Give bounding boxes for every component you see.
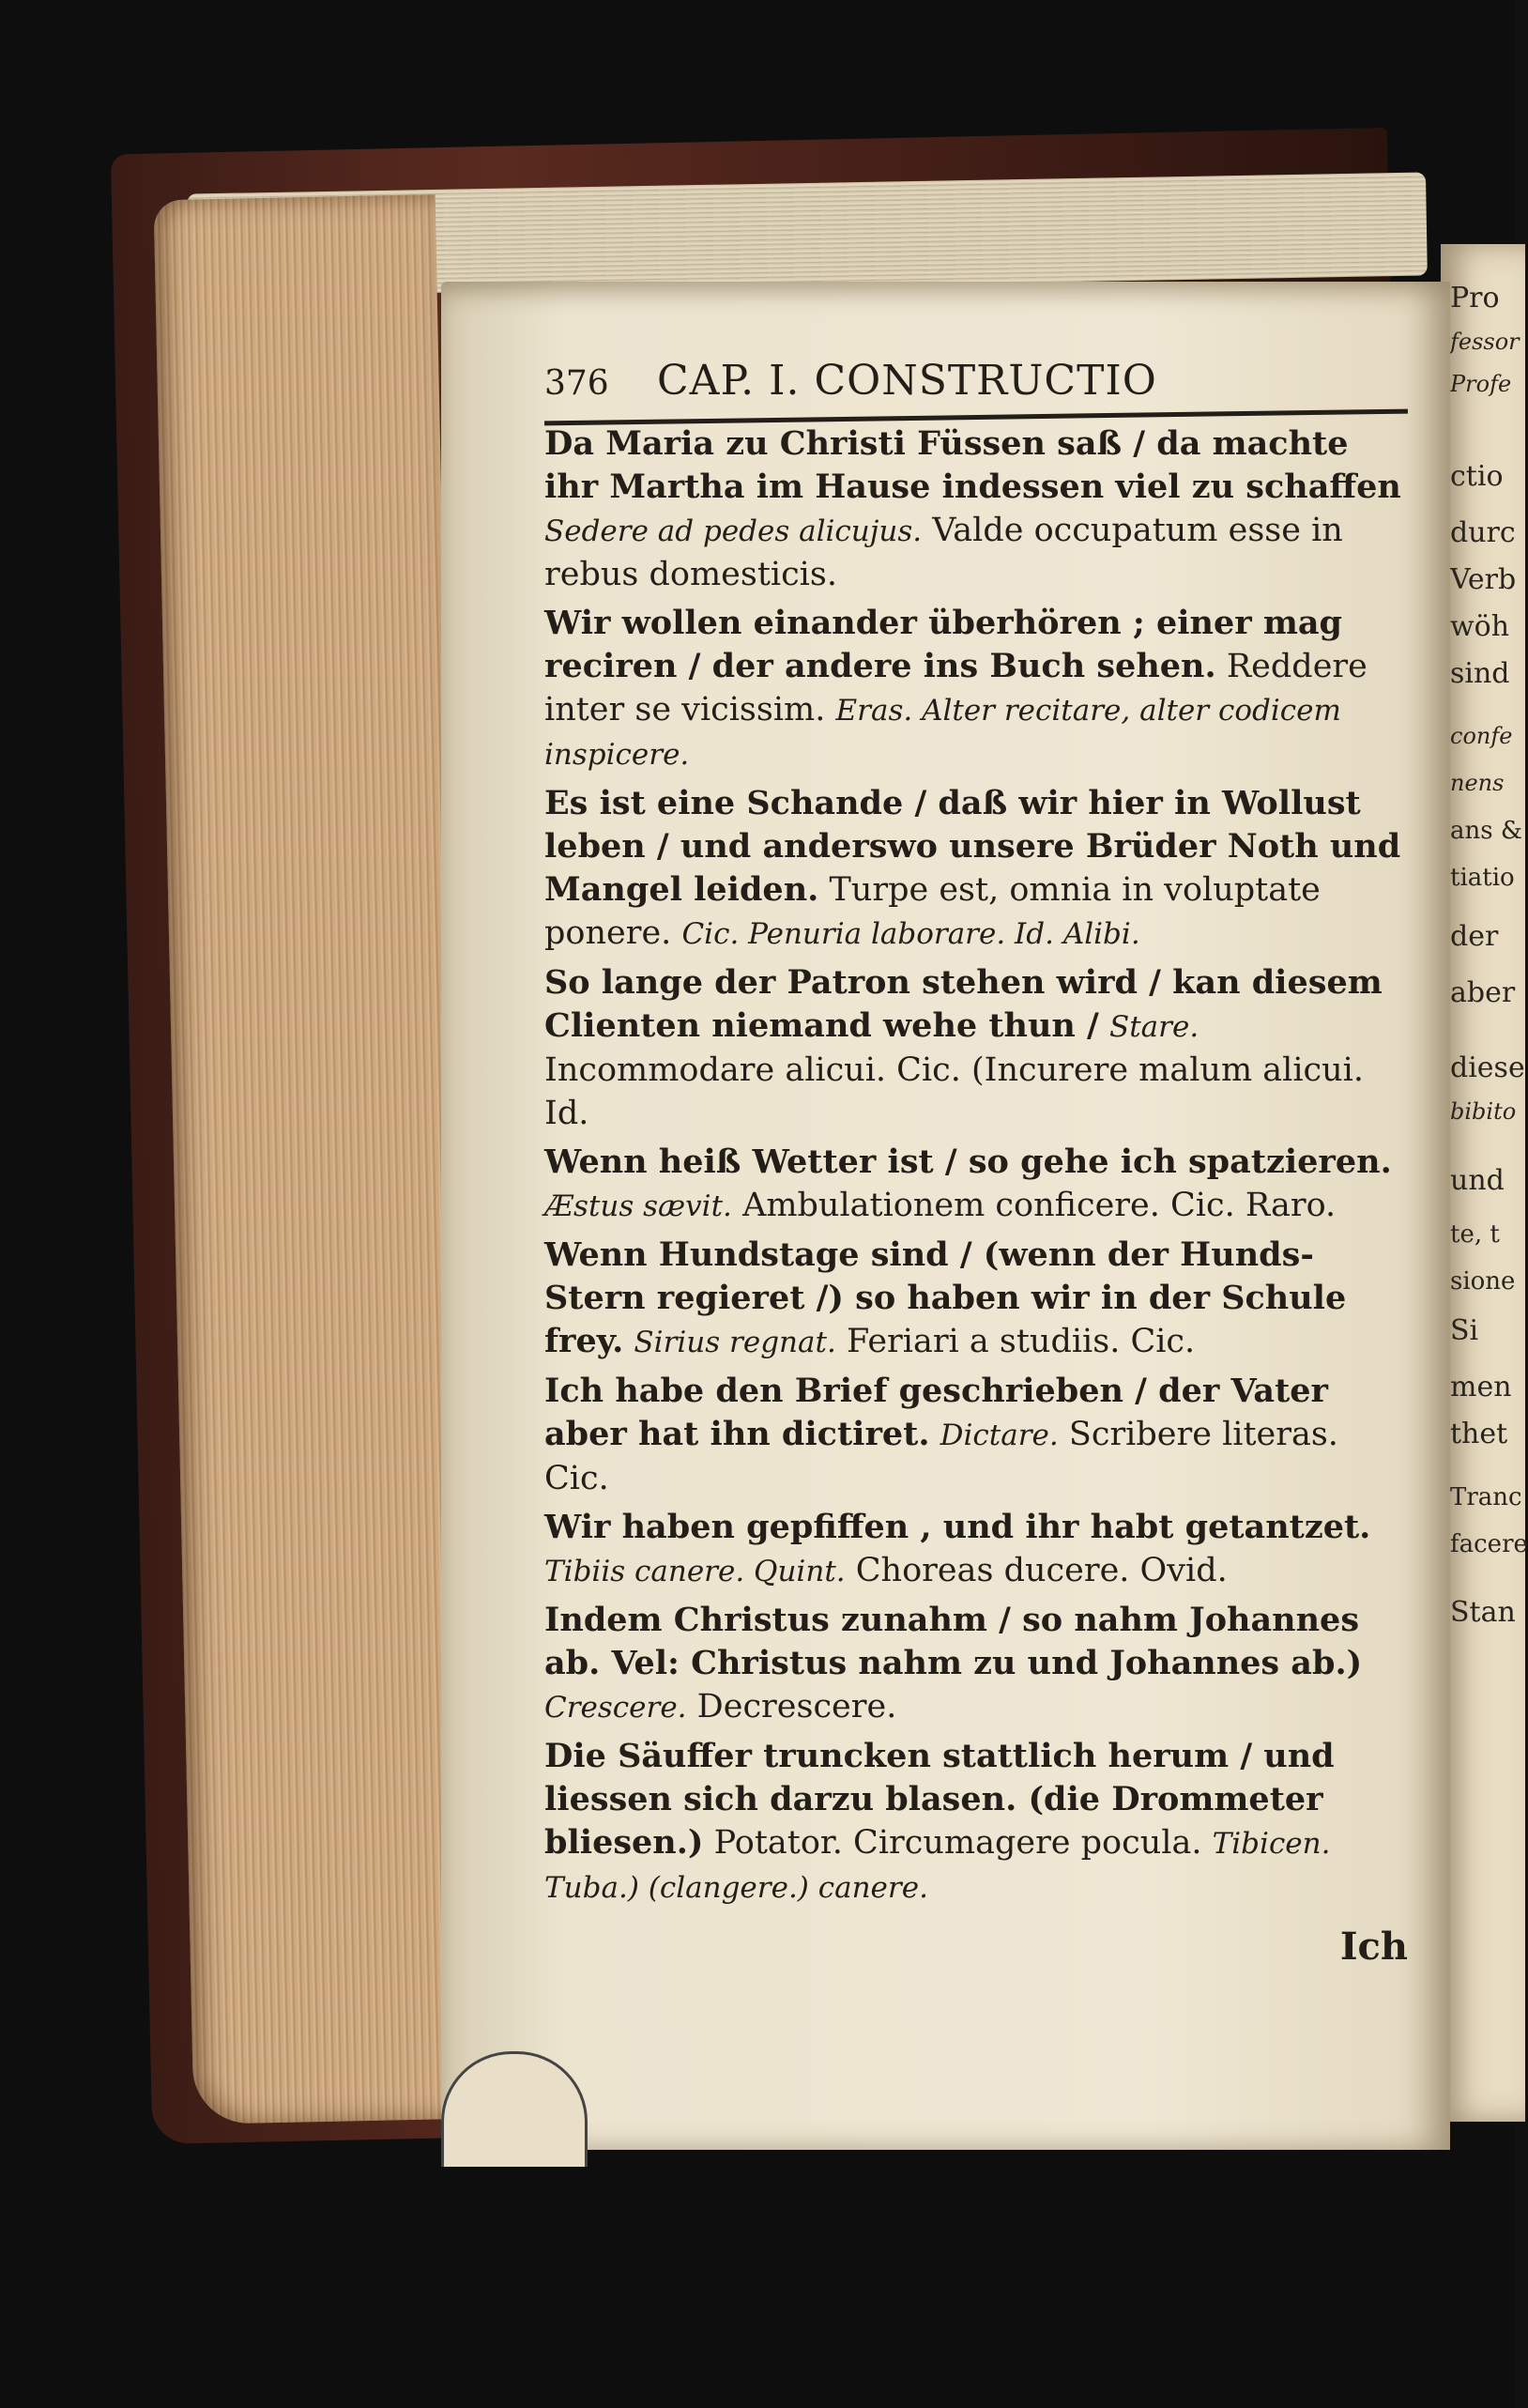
facing-page: [1441, 244, 1528, 2122]
entry-latin: Ambulationem conficere. Cic. Raro.: [742, 1187, 1337, 1224]
entry-german: Wenn Hundstage sind / (wenn der Hunds-Stern regieret /) so haben wir in der Schule frey.: [544, 1235, 1347, 1360]
entry-latin: Reddere inter se vicissim.: [544, 648, 1368, 729]
entry-german: Wir wollen einander überhören ; einer mag reciren / der andere ins Buch sehen.: [544, 604, 1343, 685]
facing-fragment: men: [1450, 1371, 1512, 1403]
page-header: [544, 357, 1408, 422]
facing-fragment: confe: [1450, 723, 1513, 749]
entry-latin: Turpe est, omnia in voluptate ponere.: [544, 871, 1321, 952]
page-number: 376: [544, 364, 609, 403]
entry-german: Die Säuffer truncken stattlich herum / und liessen sich darzu blasen. (die Drommeter bliesen.): [544, 1737, 1335, 1862]
entry-german: So lange der Patron stehen wird / kan diesem Clienten niemand wehe thun /: [544, 963, 1383, 1045]
entry-latin-italic: Tibiis canere. Quint.: [544, 1555, 846, 1588]
facing-fragment: tiatio: [1450, 864, 1515, 892]
facing-fragment: diese: [1450, 1051, 1525, 1084]
entry-latin-italic: Tibicen. Tuba.) (clangere.) canere.: [544, 1827, 1331, 1905]
entry-german: Da Maria zu Christi Füssen saß / da machte ihr Martha im Hause indessen viel zu schaffen: [544, 424, 1401, 506]
entry-latin-italic: Sirius regnat.: [634, 1326, 836, 1359]
entry-latin-italic: Stare.: [1108, 1010, 1199, 1044]
facing-fragment: nens: [1450, 770, 1505, 796]
entry-german: Es ist eine Schande / daß wir hier in Wollust leben / und anderswo unsere Brüder Noth und Mangel leiden.: [544, 784, 1401, 909]
facing-fragment: fessor: [1450, 329, 1520, 355]
entry-latin: Valde occupatum esse in rebus domesticis.: [544, 512, 1343, 593]
facing-fragment: thet: [1450, 1418, 1508, 1450]
facing-fragment: Si: [1450, 1314, 1479, 1347]
facing-fragment: facere: [1450, 1530, 1528, 1558]
entry-latin-italic: Sedere ad pedes alicujus.: [544, 514, 923, 548]
entry: [544, 602, 1408, 776]
entry-german: Wir haben gepfiffen , und ihr habt getantzet.: [544, 1508, 1371, 1546]
entry-latin: Feriari a studiis. Cic.: [846, 1323, 1196, 1360]
facing-fragment: wöh: [1450, 610, 1510, 643]
entry: [544, 1735, 1408, 1910]
entry: [544, 1234, 1408, 1364]
facing-fragment: aber: [1450, 976, 1516, 1009]
entry-german: Ich habe den Brief geschrieben / der Vater aber hat ihn dictiret.: [544, 1372, 1328, 1453]
entry: [544, 422, 1408, 596]
entry-german: Wenn heiß Wetter ist / so gehe ich spatzieren.: [544, 1143, 1392, 1181]
facing-fragment: Pro: [1450, 282, 1500, 314]
facing-fragment: te, t: [1450, 1220, 1500, 1249]
running-head: CAP. I. CONSTRUCTIO: [657, 357, 1157, 405]
facing-fragment: und: [1450, 1164, 1505, 1197]
facing-fragment: ans &: [1450, 817, 1522, 845]
facing-fragment: Profe: [1450, 371, 1512, 397]
entry-latin: Scribere literas. Cic.: [544, 1416, 1338, 1497]
facing-fragment: sind: [1450, 657, 1510, 690]
facing-fragment: ctio: [1450, 460, 1504, 493]
entry-latin: Potator. Circumagere pocula.: [713, 1824, 1202, 1862]
entry-latin-italic: Eras. Alter recitare, alter codicem inspicere.: [544, 694, 1341, 772]
page-block-fore-edge: [154, 194, 476, 2124]
catchword: Ich: [1339, 1925, 1408, 1969]
entry: [544, 1141, 1408, 1228]
facing-fragment: durc: [1450, 516, 1516, 549]
entry: [544, 961, 1408, 1135]
facing-fragment: Tranc: [1450, 1483, 1522, 1511]
entry-latin: Incommodare alicui. Cic. (Incurere malum alicui. Id.: [544, 1051, 1365, 1132]
facing-fragment: der: [1450, 920, 1499, 953]
entry-latin-italic: Crescere.: [544, 1691, 687, 1725]
entry-latin-italic: Æstus sævit.: [544, 1189, 732, 1223]
entry-latin: Decrescere.: [696, 1688, 897, 1725]
facing-fragment: Stan: [1450, 1596, 1516, 1629]
entry-latin-italic: Dictare.: [940, 1419, 1059, 1452]
entry-latin: Choreas ducere. Ovid.: [855, 1552, 1228, 1589]
entry-german: Indem Christus zunahm / so nahm Johannes ab. Vel: Christus nahm zu und Johannes ab.): [544, 1601, 1363, 1682]
facing-fragment: Verb: [1450, 563, 1517, 596]
entry: [544, 782, 1408, 956]
page-text: [544, 357, 1408, 1969]
facing-fragment: sione: [1450, 1267, 1516, 1296]
entry: [544, 1599, 1408, 1729]
entry-latin-italic: Cic. Penuria laborare. Id. Alibi.: [681, 917, 1140, 951]
entry: [544, 1506, 1408, 1593]
facing-fragment: bibito: [1450, 1098, 1517, 1125]
entry: [544, 1370, 1408, 1500]
